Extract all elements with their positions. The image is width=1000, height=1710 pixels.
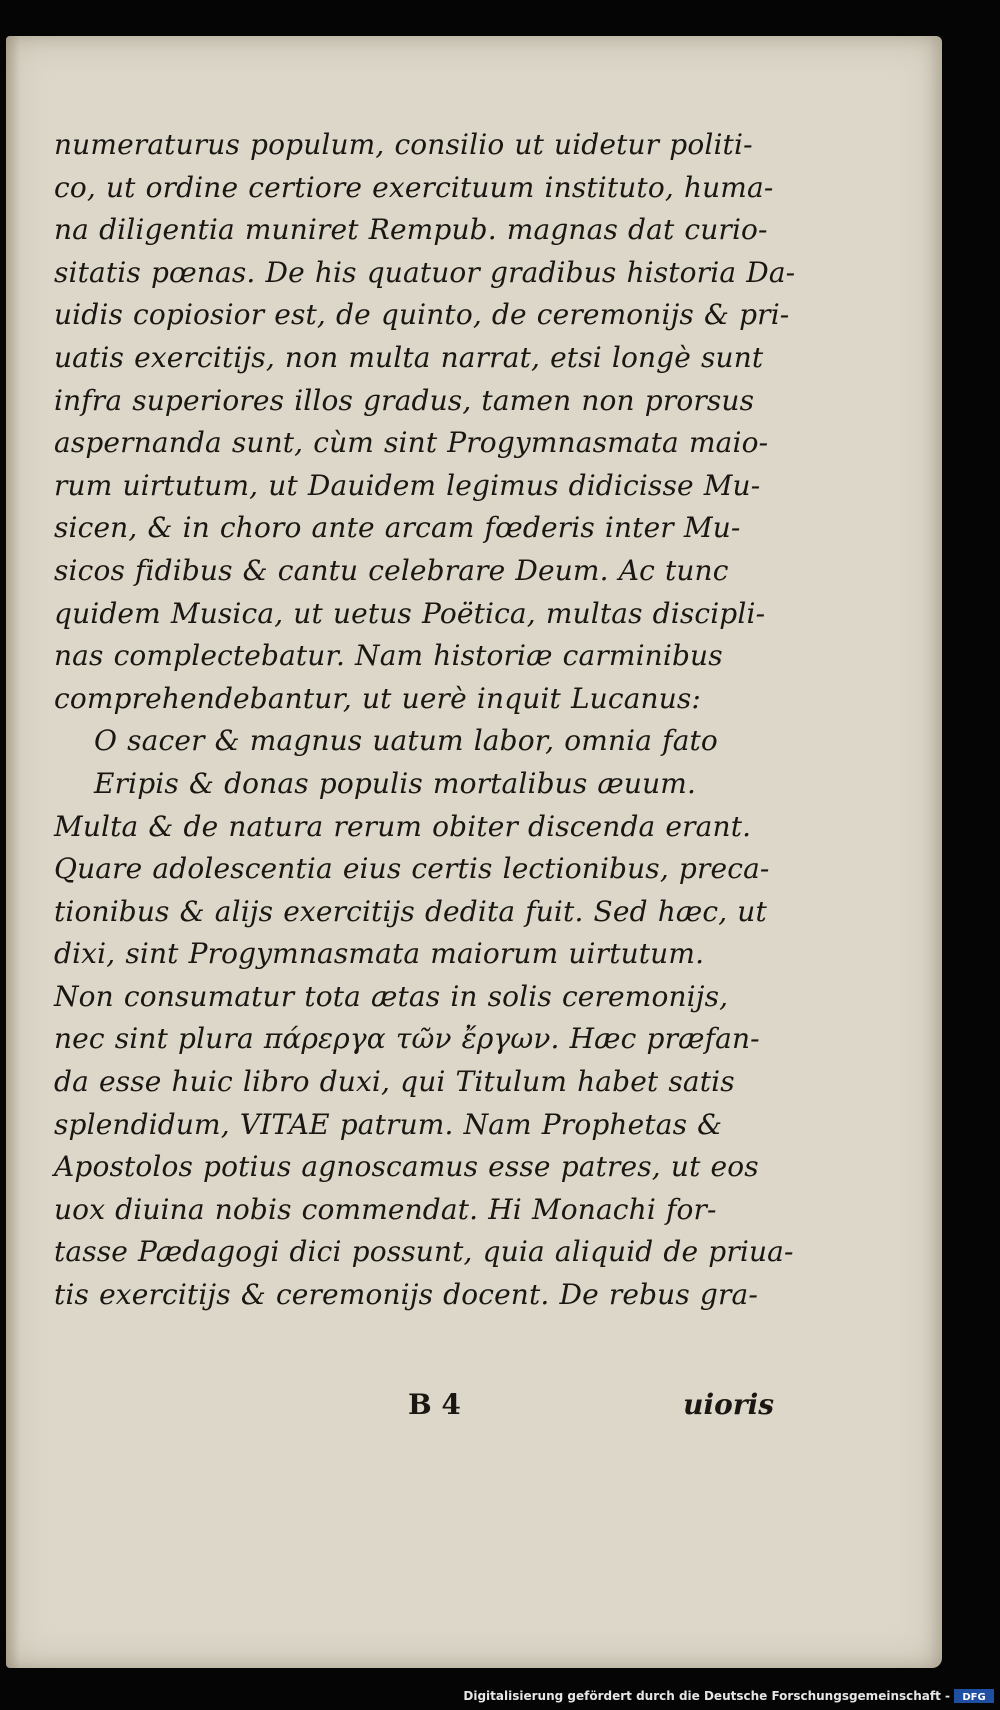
text-line: aspernanda sunt, cùm sint Progymnasmata maio- [54,426,769,460]
catchword: uioris [683,1388,774,1421]
text-line: sitatis pœnas. De his quatuor gradibus historia Da- [54,255,796,289]
text-line: Quare adolescentia eius certis lectionibus, preca- [54,852,770,886]
text-line: co, ut ordine certiore exercituum instituto, huma- [54,170,774,204]
dfg-logo-text: DFG [962,1692,986,1703]
verse-line: O sacer & magnus uatum labor, omnia fato [94,724,718,758]
text-line: da esse huic libro duxi, qui Titulum habet satis [54,1065,735,1099]
text-line: dixi, sint Progymnasmata maiorum uirtutum. [54,937,705,971]
text-line: sicen, & in choro ante arcam fœderis inter Mu- [54,511,741,545]
text-line: uidis copiosior est, de quinto, de ceremonijs & pri- [54,298,790,332]
dfg-logo-icon [954,1689,994,1703]
text-line: nas complectebatur. Nam historiæ carminibus [54,639,723,673]
text-line: quidem Musica, ut uetus Poëtica, multas discipli- [54,596,766,630]
text-line: tis exercitijs & ceremonijs docent. De rebus gra- [54,1278,759,1312]
text-line: sicos fidibus & cantu celebrare Deum. Ac tunc [54,553,729,587]
text-line: uatis exercitijs, non multa narrat, etsi longè sunt [54,340,764,374]
text-line: infra superiores illos gradus, tamen non prorsus [54,383,755,417]
text-line: rum uirtutum, ut Dauidem legimus didicisse Mu- [54,468,761,502]
text-line: numeraturus populum, consilio ut uidetur politi- [54,128,753,161]
signature-mark: B 4 [408,1388,461,1421]
digitization-credit [463,1686,994,1706]
body-text [54,124,796,1317]
text-line: Non consumatur tota ætas in solis ceremonijs, [54,979,729,1013]
credit-text: Digitalisierung gefördert durch die Deutsche Forschungsgemeinschaft - [463,1689,950,1703]
text-line: tasse Pædagogi dici possunt, quia aliquid de priua- [54,1235,794,1269]
text-line: uox diuina nobis commendat. Hi Monachi for- [54,1192,717,1226]
text-line: splendidum, VITAE patrum. Nam Prophetas & [54,1107,723,1141]
page-footer [54,1388,774,1432]
text-line: Apostolos potius agnoscamus esse patres, ut eos [54,1150,759,1184]
text-line: na diligentia muniret Rempub. magnas dat curio- [54,213,768,247]
text-line: tionibus & alijs exercitijs dedita fuit. Sed hæc, ut [54,894,767,928]
book-page [6,36,942,1668]
text-line: nec sint plura πάρεργα τῶν ἔργων. Hæc præfan- [54,1022,760,1056]
verse-line: Eripis & donas populis mortalibus æuum. [94,766,697,800]
text-line: comprehendebantur, ut uerè inquit Lucanus: [54,681,702,715]
text-line: Multa & de natura rerum obiter discenda erant. [54,809,752,843]
